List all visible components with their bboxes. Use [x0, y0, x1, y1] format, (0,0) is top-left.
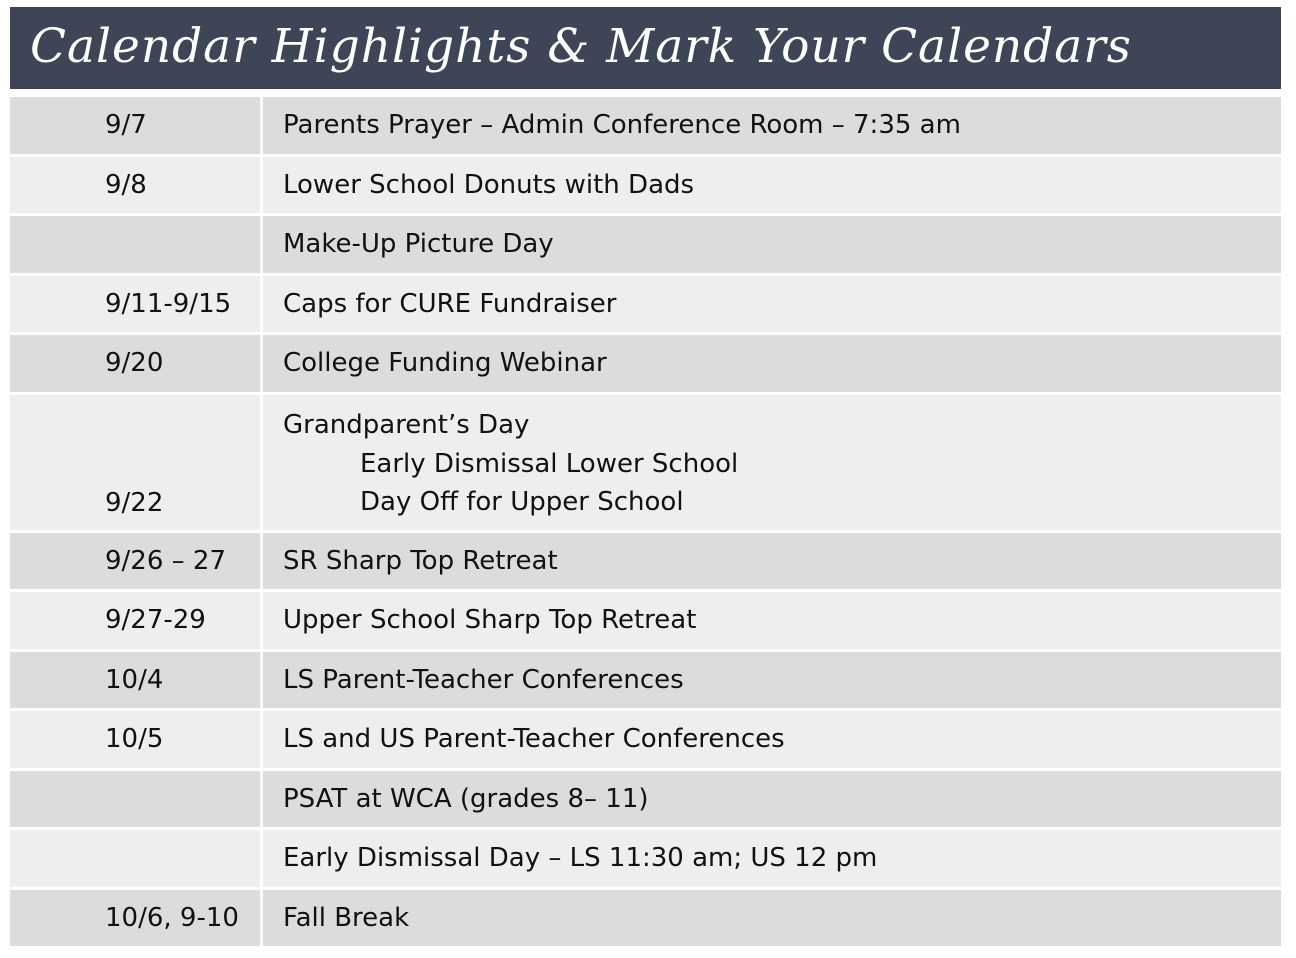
table-row — [10, 652, 1281, 712]
date-cell: 9/11-9/15 — [10, 276, 263, 333]
table-row — [10, 890, 1281, 950]
table-row — [10, 830, 1281, 890]
table-row — [10, 276, 1281, 336]
event-cell: College Funding Webinar — [263, 335, 1281, 392]
table-row — [10, 533, 1281, 593]
date-cell — [10, 830, 263, 887]
date-cell: 9/20 — [10, 335, 263, 392]
table-row — [10, 157, 1281, 217]
table-row — [10, 335, 1281, 395]
table-row — [10, 97, 1281, 157]
event-cell: Fall Break — [263, 890, 1281, 947]
event-cell: SR Sharp Top Retreat — [263, 533, 1281, 590]
table-row — [10, 216, 1281, 276]
table-row — [10, 592, 1281, 652]
event-cell: Lower School Donuts with Dads — [263, 157, 1281, 214]
event-sub-item: Early Dismissal Lower School — [360, 448, 739, 479]
event-cell: Make-Up Picture Day — [263, 216, 1281, 273]
date-cell — [10, 216, 263, 273]
event-cell: Upper School Sharp Top Retreat — [263, 592, 1281, 649]
page-title: Calendar Highlights & Mark Your Calendars — [30, 19, 1132, 74]
date-cell: 10/4 — [10, 652, 263, 709]
date-cell — [10, 771, 263, 828]
event-cell: Early Dismissal Day – LS 11:30 am; US 12 pm — [263, 830, 1281, 887]
date-cell: 9/27-29 — [10, 592, 263, 649]
event-cell: PSAT at WCA (grades 8– 11) — [263, 771, 1281, 828]
header-banner — [10, 7, 1281, 89]
event-cell: Parents Prayer – Admin Conference Room – 7:35 am — [263, 97, 1281, 154]
calendar-table — [10, 97, 1281, 949]
date-cell: 9/8 — [10, 157, 263, 214]
event-cell — [263, 395, 1281, 530]
table-row — [10, 395, 1281, 533]
event-cell: LS Parent-Teacher Conferences — [263, 652, 1281, 709]
event-sub-item: Day Off for Upper School — [360, 486, 684, 517]
table-row — [10, 771, 1281, 831]
table-row — [10, 711, 1281, 771]
event-cell: Caps for CURE Fundraiser — [263, 276, 1281, 333]
event-title: Grandparent’s Day — [283, 409, 530, 440]
date-cell: 9/26 – 27 — [10, 533, 263, 590]
date-cell: 9/22 — [10, 395, 263, 530]
date-cell: 10/5 — [10, 711, 263, 768]
date-cell: 9/7 — [10, 97, 263, 154]
date-cell: 10/6, 9-10 — [10, 890, 263, 947]
event-cell: LS and US Parent-Teacher Conferences — [263, 711, 1281, 768]
